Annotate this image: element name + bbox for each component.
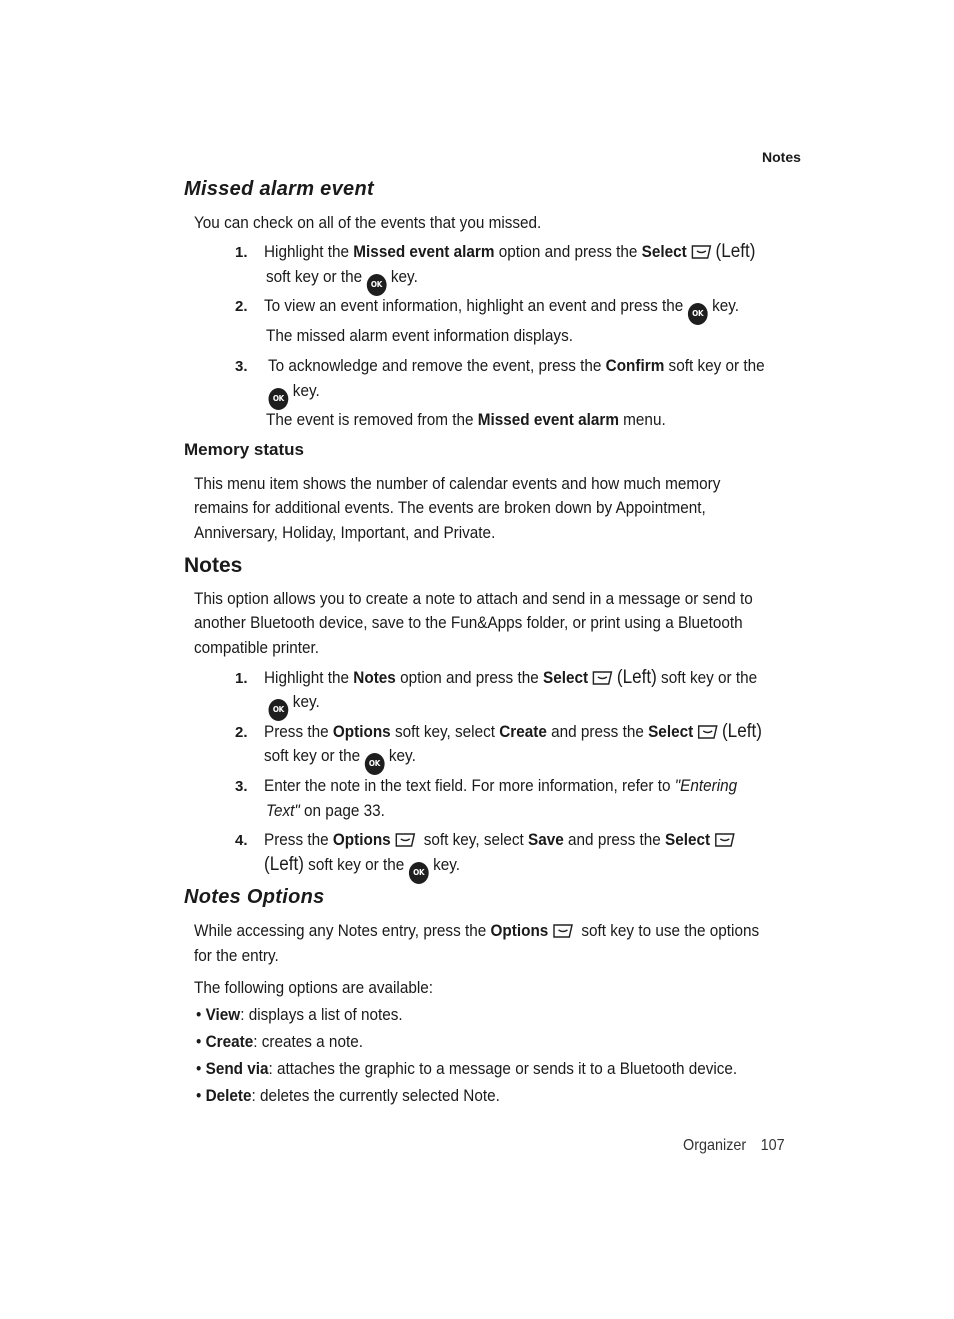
running-header: Notes xyxy=(762,149,801,165)
notes-step-3-line-2: Text" on page 33. xyxy=(266,801,385,820)
step-number: 3. xyxy=(235,778,248,795)
missed-step-3-note: The event is removed from the Missed event alarm menu. xyxy=(266,410,666,429)
memory-line-2: remains for additional events. The events are broken down by Appointment, xyxy=(194,498,706,517)
ok-key-icon: OK xyxy=(269,699,289,721)
missed-step-3-line-2: OK key. xyxy=(264,379,320,410)
notes-step-2-line-2: soft key or the OK key. xyxy=(264,744,416,775)
page-footer xyxy=(683,1137,785,1155)
page-number: 107 xyxy=(760,1137,785,1154)
notes-step-3-line-1: Enter the note in the text field. For more information, refer to "Entering xyxy=(264,776,738,795)
section-title-memory-status: Memory status xyxy=(184,440,304,459)
footer-chapter: Organizer xyxy=(683,1137,747,1154)
list-item: • Send via: attaches the graphic to a message or sends it to a Bluetooth device. xyxy=(196,1059,738,1078)
step-number: 2. xyxy=(235,298,248,315)
list-item: • Create: creates a note. xyxy=(196,1032,363,1051)
options-line-2: for the entry. xyxy=(194,946,279,965)
options-line-1: While accessing any Notes entry, press the Options soft key to use the options xyxy=(194,921,760,940)
notes-step-4-line-2: (Left) soft key or the OK key. xyxy=(264,853,460,884)
missed-step-2-note: The missed alarm event information displays. xyxy=(266,326,573,345)
missed-step-1-line-2: soft key or the OK key. xyxy=(266,265,418,296)
memory-line-1: This menu item shows the number of calendar events and how much memory xyxy=(194,474,721,493)
ok-key-icon: OK xyxy=(367,274,387,296)
notes-line-1: This option allows you to create a note to attach and send in a message or send to xyxy=(194,589,753,608)
notes-step-1-line-2: OK key. xyxy=(264,690,320,721)
ok-key-icon: OK xyxy=(365,753,385,775)
list-item: • Delete: deletes the currently selected Note. xyxy=(196,1086,500,1105)
notes-step-4-line-1: Press the Options soft key, select Save and press the Select xyxy=(264,828,739,853)
left-softkey-icon xyxy=(690,244,712,260)
ok-key-icon: OK xyxy=(688,303,708,325)
left-softkey-icon xyxy=(394,832,416,848)
left-softkey-icon xyxy=(592,670,614,686)
notes-line-3: compatible printer. xyxy=(194,638,320,657)
missed-intro: You can check on all of the events that you missed. xyxy=(194,213,542,232)
left-softkey-icon xyxy=(714,832,736,848)
notes-line-2: another Bluetooth device, save to the Fun&Apps folder, or print using a Bluetooth xyxy=(194,613,743,632)
left-softkey-icon xyxy=(552,923,574,939)
ok-key-icon: OK xyxy=(409,862,429,884)
section-title-notes-options: Notes Options xyxy=(184,886,325,908)
list-item: • View: displays a list of notes. xyxy=(196,1005,403,1024)
section-title-missed-alarm: Missed alarm event xyxy=(184,178,374,200)
notes-step-2-line-1: Press the Options soft key, select Create and press the Select (Left) xyxy=(264,721,762,742)
missed-step-1-line-1: Highlight the Missed event alarm option and press the Select (Left) xyxy=(264,241,756,262)
ok-key-icon: OK xyxy=(269,388,289,410)
missed-step-2-line-1: To view an event information, highlight an event and press the OK key. xyxy=(264,294,739,325)
options-line-3: The following options are available: xyxy=(194,978,434,997)
step-number: 3. xyxy=(235,358,248,375)
notes-step-1-line-1: Highlight the Notes option and press the Select (Left) soft key or the xyxy=(264,667,758,688)
step-number: 1. xyxy=(235,244,248,261)
left-softkey-icon xyxy=(697,724,719,740)
section-title-notes: Notes xyxy=(184,554,243,577)
step-number: 2. xyxy=(235,724,248,741)
missed-step-3-line-1: To acknowledge and remove the event, press the Confirm soft key or the xyxy=(268,356,765,375)
memory-line-3: Anniversary, Holiday, Important, and Private. xyxy=(194,523,496,542)
step-number: 4. xyxy=(235,832,248,849)
step-number: 1. xyxy=(235,670,248,687)
